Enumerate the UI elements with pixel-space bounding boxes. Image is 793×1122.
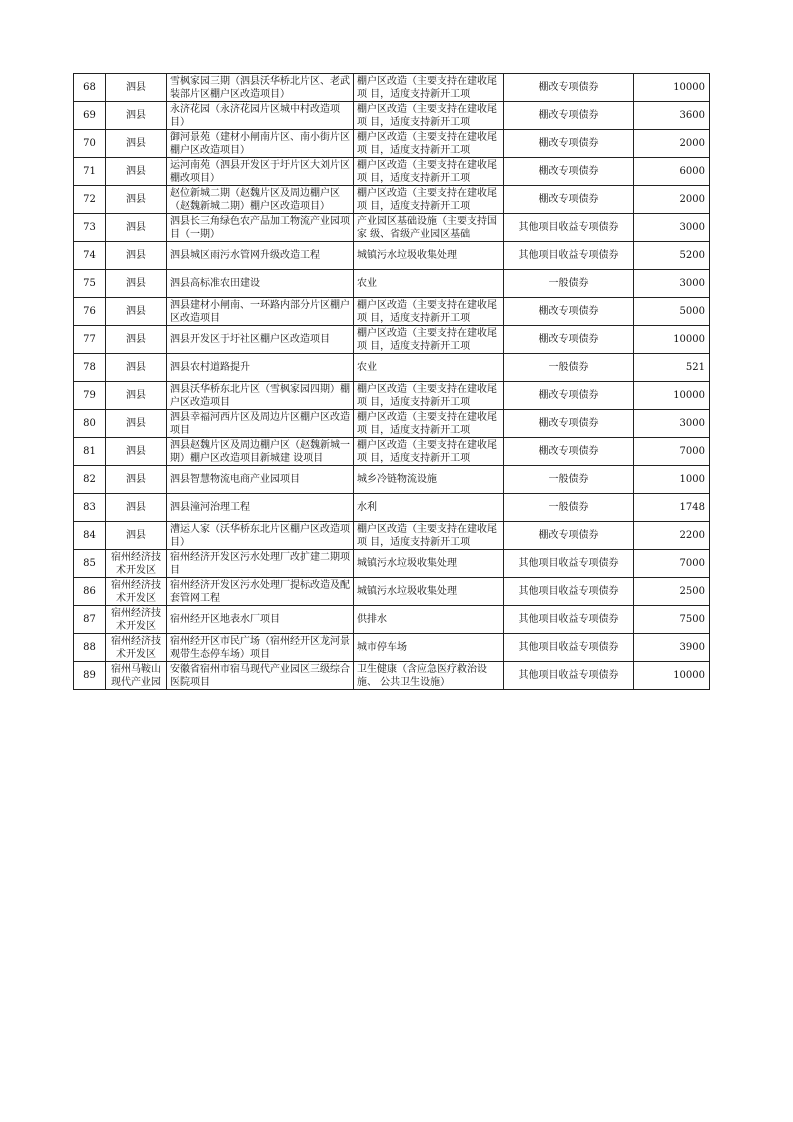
project-name-cell: 泗县智慧物流电商产业园项目 bbox=[167, 466, 354, 494]
bond-type-cell: 其他项目收益专项债券 bbox=[504, 242, 634, 270]
table-row bbox=[74, 130, 710, 158]
county-cell: 泗县 bbox=[106, 522, 167, 550]
county-cell: 泗县 bbox=[106, 130, 167, 158]
table-row bbox=[74, 494, 710, 522]
project-name-cell: 安徽省宿州市宿马现代产业园区三级综合医院项目 bbox=[167, 662, 354, 690]
row-number: 71 bbox=[74, 158, 106, 186]
table-row bbox=[74, 634, 710, 662]
amount-cell: 5000 bbox=[634, 298, 710, 326]
county-cell: 泗县 bbox=[106, 466, 167, 494]
county-cell: 泗县 bbox=[106, 270, 167, 298]
table-body bbox=[74, 74, 710, 690]
row-number: 85 bbox=[74, 550, 106, 578]
bond-type-cell: 其他项目收益专项债券 bbox=[504, 214, 634, 242]
row-number: 75 bbox=[74, 270, 106, 298]
bond-type-cell: 棚改专项债券 bbox=[504, 522, 634, 550]
row-number: 82 bbox=[74, 466, 106, 494]
bond-type-cell: 棚改专项债券 bbox=[504, 74, 634, 102]
county-cell: 宿州经济技术开发区 bbox=[106, 634, 167, 662]
row-number: 79 bbox=[74, 382, 106, 410]
table-row bbox=[74, 102, 710, 130]
project-name-cell: 泗县赵魏片区及周边棚户区（赵魏新城一期）棚户区改造项目新城建 设项目 bbox=[167, 438, 354, 466]
table-row bbox=[74, 466, 710, 494]
row-number: 70 bbox=[74, 130, 106, 158]
bond-type-cell: 棚改专项债券 bbox=[504, 158, 634, 186]
amount-cell: 10000 bbox=[634, 382, 710, 410]
county-cell: 泗县 bbox=[106, 298, 167, 326]
bond-type-cell: 其他项目收益专项债券 bbox=[504, 606, 634, 634]
bond-type-cell: 棚改专项债券 bbox=[504, 130, 634, 158]
row-number: 87 bbox=[74, 606, 106, 634]
table-row bbox=[74, 326, 710, 354]
bond-type-cell: 其他项目收益专项债券 bbox=[504, 578, 634, 606]
amount-cell: 3000 bbox=[634, 214, 710, 242]
project-field-cell: 农业 bbox=[354, 354, 504, 382]
row-number: 76 bbox=[74, 298, 106, 326]
bond-type-cell: 棚改专项债券 bbox=[504, 186, 634, 214]
project-field-cell: 棚户区改造（主要支持在建收尾项 目，适度支持新开工项 bbox=[354, 102, 504, 130]
project-field-cell: 供排水 bbox=[354, 606, 504, 634]
amount-cell: 2000 bbox=[634, 186, 710, 214]
row-number: 69 bbox=[74, 102, 106, 130]
project-field-cell: 水利 bbox=[354, 494, 504, 522]
bond-project-table bbox=[73, 73, 710, 690]
bond-type-cell: 棚改专项债券 bbox=[504, 326, 634, 354]
project-name-cell: 漕运人家（沃华桥东北片区棚户区改造项目） bbox=[167, 522, 354, 550]
table-row bbox=[74, 270, 710, 298]
project-field-cell: 棚户区改造（主要支持在建收尾项 目，适度支持新开工项 bbox=[354, 410, 504, 438]
project-name-cell: 宿州经开区市民广场（宿州经开区龙河景观带生态停车场）项目 bbox=[167, 634, 354, 662]
project-field-cell: 棚户区改造（主要支持在建收尾项 目，适度支持新开工项 bbox=[354, 130, 504, 158]
county-cell: 宿州经济技术开发区 bbox=[106, 578, 167, 606]
row-number: 88 bbox=[74, 634, 106, 662]
bond-type-cell: 棚改专项债券 bbox=[504, 438, 634, 466]
amount-cell: 2200 bbox=[634, 522, 710, 550]
bond-type-cell: 棚改专项债券 bbox=[504, 298, 634, 326]
row-number: 74 bbox=[74, 242, 106, 270]
bond-type-cell: 棚改专项债券 bbox=[504, 410, 634, 438]
row-number: 86 bbox=[74, 578, 106, 606]
project-name-cell: 宿州经济开发区污水处理厂改扩建二期项目 bbox=[167, 550, 354, 578]
project-field-cell: 棚户区改造（主要支持在建收尾项 目，适度支持新开工项 bbox=[354, 74, 504, 102]
amount-cell: 2000 bbox=[634, 130, 710, 158]
amount-cell: 5200 bbox=[634, 242, 710, 270]
project-field-cell: 棚户区改造（主要支持在建收尾项 目，适度支持新开工项 bbox=[354, 382, 504, 410]
project-name-cell: 运河南苑（泗县开发区于圩片区大刘片区棚改项目） bbox=[167, 158, 354, 186]
county-cell: 宿州经济技术开发区 bbox=[106, 606, 167, 634]
county-cell: 泗县 bbox=[106, 74, 167, 102]
amount-cell: 10000 bbox=[634, 662, 710, 690]
bond-type-cell: 其他项目收益专项债券 bbox=[504, 634, 634, 662]
table-row bbox=[74, 410, 710, 438]
county-cell: 泗县 bbox=[106, 102, 167, 130]
bond-type-cell: 棚改专项债券 bbox=[504, 382, 634, 410]
row-number: 77 bbox=[74, 326, 106, 354]
amount-cell: 1748 bbox=[634, 494, 710, 522]
row-number: 68 bbox=[74, 74, 106, 102]
project-field-cell: 产业园区基础设施（主要支持国家 级、省级产业园区基础 bbox=[354, 214, 504, 242]
county-cell: 泗县 bbox=[106, 158, 167, 186]
amount-cell: 3000 bbox=[634, 270, 710, 298]
project-name-cell: 赵位新城二期（赵魏片区及周边棚户区（赵魏新城二期）棚户区改造项目） bbox=[167, 186, 354, 214]
amount-cell: 1000 bbox=[634, 466, 710, 494]
amount-cell: 6000 bbox=[634, 158, 710, 186]
amount-cell: 7000 bbox=[634, 438, 710, 466]
table-row bbox=[74, 606, 710, 634]
bond-type-cell: 棚改专项债券 bbox=[504, 102, 634, 130]
project-field-cell: 棚户区改造（主要支持在建收尾项 目，适度支持新开工项 bbox=[354, 326, 504, 354]
amount-cell: 7500 bbox=[634, 606, 710, 634]
project-name-cell: 宿州经开区地表水厂项目 bbox=[167, 606, 354, 634]
county-cell: 泗县 bbox=[106, 326, 167, 354]
project-field-cell: 棚户区改造（主要支持在建收尾项 目，适度支持新开工项 bbox=[354, 186, 504, 214]
project-field-cell: 卫生健康（含应急医疗救治设施、 公共卫生设施） bbox=[354, 662, 504, 690]
row-number: 89 bbox=[74, 662, 106, 690]
county-cell: 泗县 bbox=[106, 382, 167, 410]
table-row bbox=[74, 242, 710, 270]
project-name-cell: 泗县开发区于圩社区棚户区改造项目 bbox=[167, 326, 354, 354]
amount-cell: 2500 bbox=[634, 578, 710, 606]
project-field-cell: 农业 bbox=[354, 270, 504, 298]
county-cell: 泗县 bbox=[106, 186, 167, 214]
row-number: 84 bbox=[74, 522, 106, 550]
bond-type-cell: 其他项目收益专项债券 bbox=[504, 550, 634, 578]
table-row bbox=[74, 354, 710, 382]
amount-cell: 7000 bbox=[634, 550, 710, 578]
table-row bbox=[74, 438, 710, 466]
table-row bbox=[74, 298, 710, 326]
project-field-cell: 城镇污水垃圾收集处理 bbox=[354, 578, 504, 606]
project-name-cell: 泗县潼河治理工程 bbox=[167, 494, 354, 522]
county-cell: 宿州马鞍山现代产业园 bbox=[106, 662, 167, 690]
project-name-cell: 宿州经济开发区污水处理厂提标改造及配套管网工程 bbox=[167, 578, 354, 606]
project-field-cell: 城乡冷链物流设施 bbox=[354, 466, 504, 494]
row-number: 72 bbox=[74, 186, 106, 214]
bond-type-cell: 其他项目收益专项债券 bbox=[504, 662, 634, 690]
amount-cell: 10000 bbox=[634, 74, 710, 102]
county-cell: 泗县 bbox=[106, 214, 167, 242]
project-field-cell: 棚户区改造（主要支持在建收尾项 目，适度支持新开工项 bbox=[354, 158, 504, 186]
project-name-cell: 泗县城区雨污水管网升级改造工程 bbox=[167, 242, 354, 270]
project-field-cell: 城镇污水垃圾收集处理 bbox=[354, 242, 504, 270]
project-name-cell: 泗县长三角绿色农产品加工物流产业园项目（一期） bbox=[167, 214, 354, 242]
project-name-cell: 泗县农村道路提升 bbox=[167, 354, 354, 382]
bond-type-cell: 一般债券 bbox=[504, 466, 634, 494]
county-cell: 宿州经济技术开发区 bbox=[106, 550, 167, 578]
table-row bbox=[74, 74, 710, 102]
row-number: 83 bbox=[74, 494, 106, 522]
project-name-cell: 泗县沃华桥东北片区（雪枫家园四期）棚户区改造项目 bbox=[167, 382, 354, 410]
row-number: 81 bbox=[74, 438, 106, 466]
table-row bbox=[74, 186, 710, 214]
project-name-cell: 雪枫家园三期（泗县沃华桥北片区、老武装部片区棚户区改造项目） bbox=[167, 74, 354, 102]
project-field-cell: 城镇污水垃圾收集处理 bbox=[354, 550, 504, 578]
project-field-cell: 城市停车场 bbox=[354, 634, 504, 662]
table-row bbox=[74, 382, 710, 410]
project-name-cell: 泗县建材小闸南、一环路内部分片区棚户区改造项目 bbox=[167, 298, 354, 326]
project-field-cell: 棚户区改造（主要支持在建收尾项 目，适度支持新开工项 bbox=[354, 522, 504, 550]
project-name-cell: 御河景苑（建材小闸南片区、南小街片区棚户区改造项目） bbox=[167, 130, 354, 158]
row-number: 78 bbox=[74, 354, 106, 382]
amount-cell: 10000 bbox=[634, 326, 710, 354]
table-row bbox=[74, 662, 710, 690]
county-cell: 泗县 bbox=[106, 354, 167, 382]
amount-cell: 3600 bbox=[634, 102, 710, 130]
county-cell: 泗县 bbox=[106, 410, 167, 438]
bond-type-cell: 一般债券 bbox=[504, 270, 634, 298]
county-cell: 泗县 bbox=[106, 438, 167, 466]
amount-cell: 3900 bbox=[634, 634, 710, 662]
table-row bbox=[74, 214, 710, 242]
county-cell: 泗县 bbox=[106, 494, 167, 522]
row-number: 80 bbox=[74, 410, 106, 438]
project-name-cell: 泗县高标准农田建设 bbox=[167, 270, 354, 298]
project-name-cell: 泗县幸福河西片区及周边片区棚户区改造项目 bbox=[167, 410, 354, 438]
county-cell: 泗县 bbox=[106, 242, 167, 270]
amount-cell: 521 bbox=[634, 354, 710, 382]
table-row bbox=[74, 550, 710, 578]
bond-type-cell: 一般债券 bbox=[504, 354, 634, 382]
table-row bbox=[74, 522, 710, 550]
table-row bbox=[74, 578, 710, 606]
project-field-cell: 棚户区改造（主要支持在建收尾项 目，适度支持新开工项 bbox=[354, 298, 504, 326]
project-name-cell: 永济花园（永济花园片区城中村改造项目） bbox=[167, 102, 354, 130]
bond-type-cell: 一般债券 bbox=[504, 494, 634, 522]
row-number: 73 bbox=[74, 214, 106, 242]
project-field-cell: 棚户区改造（主要支持在建收尾项 目，适度支持新开工项 bbox=[354, 438, 504, 466]
amount-cell: 3000 bbox=[634, 410, 710, 438]
table-row bbox=[74, 158, 710, 186]
